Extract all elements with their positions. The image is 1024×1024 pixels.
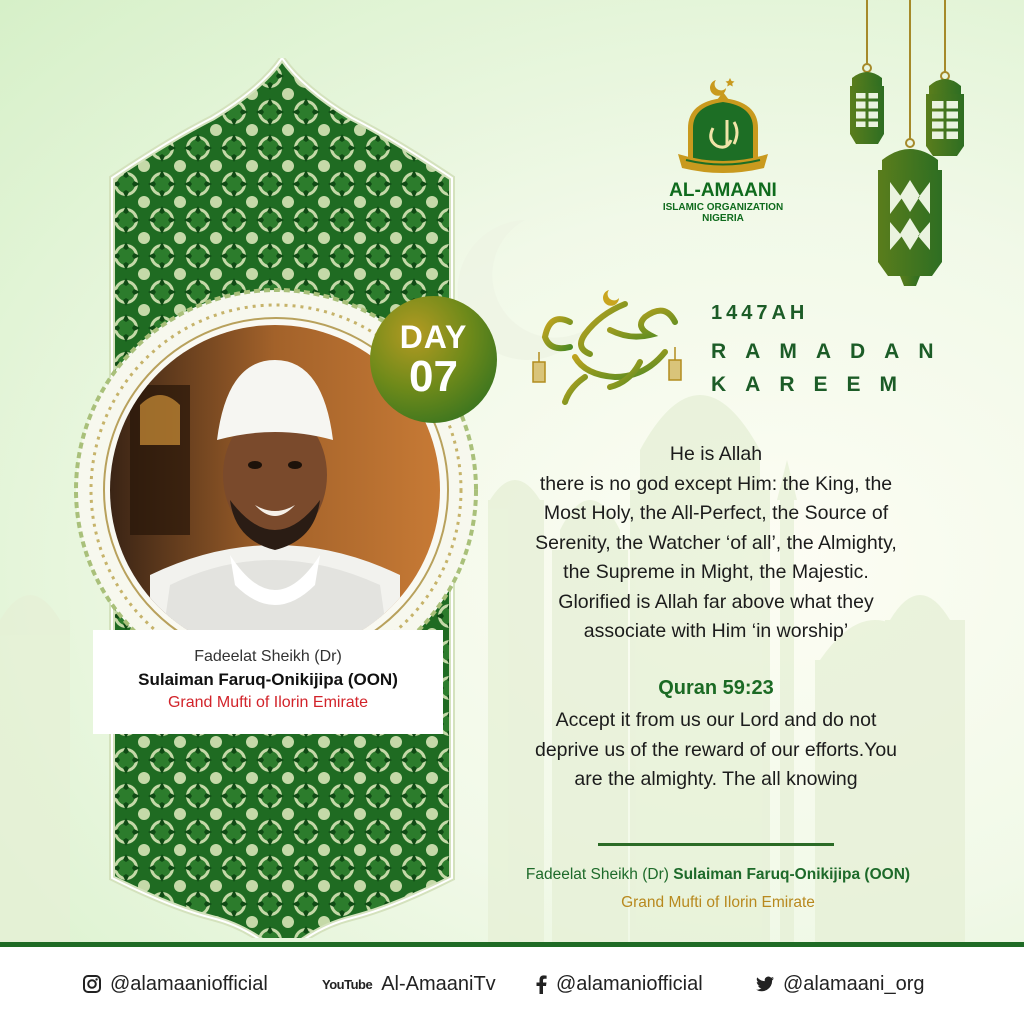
quran-verse xyxy=(500,440,932,647)
signature-role: Grand Mufti of Ilorin Emirate xyxy=(621,894,815,911)
twitter-icon xyxy=(756,976,774,992)
verse-line: He is Allah xyxy=(669,443,763,465)
hijri-year: 1447AH xyxy=(711,302,809,324)
prayer-line: deprive us of the reward of our efforts.You xyxy=(534,738,898,761)
instagram-text: @alamaaniofficial xyxy=(110,972,268,995)
verse-line: Serenity, the Watcher ‘of all’, the Almighty, xyxy=(535,531,897,554)
facebook-text: @alamaniofficial xyxy=(556,972,703,995)
youtube-logo-text: YouTube xyxy=(322,976,373,992)
facebook-handle[interactable] xyxy=(535,970,703,998)
ramadan-heading: RAMADAN xyxy=(711,340,953,363)
verse-reference: Quran 59:23 xyxy=(658,677,774,699)
ramadan-kareem-calligraphy-icon xyxy=(525,282,695,412)
day-number: 07 xyxy=(409,352,458,401)
twitter-text: @alamaani_org xyxy=(783,972,925,995)
twitter-handle[interactable] xyxy=(756,970,925,998)
divider xyxy=(598,843,834,846)
organization-name: AL-AMAANI xyxy=(669,180,777,201)
organization-country: NIGERIA xyxy=(702,213,744,224)
prayer-text xyxy=(500,706,932,795)
instagram-icon xyxy=(83,975,101,993)
speaker-role: Grand Mufti of Ilorin Emirate xyxy=(167,694,369,711)
mosque-emblem-icon xyxy=(664,72,782,180)
prayer-line: are the almighty. The all knowing xyxy=(574,768,858,790)
signature-title: Fadeelat Sheikh (Dr) xyxy=(525,866,669,883)
signature-line xyxy=(480,866,956,884)
instagram-handle[interactable] xyxy=(83,970,268,998)
day-badge xyxy=(370,296,497,423)
organization-subtitle: ISLAMIC ORGANIZATION xyxy=(662,202,784,213)
day-label: DAY xyxy=(399,319,468,355)
speaker-name-card xyxy=(93,630,443,734)
signature-name: Sulaiman Faruq-Onikijipa (OON) xyxy=(673,866,911,883)
organization-logo xyxy=(664,72,782,232)
verse-line: there is no god except Him: the King, the xyxy=(539,472,893,495)
verse-line: Most Holy, the All-Perfect, the Source of xyxy=(543,502,889,524)
verse-line: the Supreme in Might, the Majestic. xyxy=(563,561,869,583)
facebook-icon xyxy=(535,974,547,994)
hanging-lanterns-icon xyxy=(830,0,1024,300)
youtube-handle[interactable] xyxy=(322,970,496,998)
speaker-title: Fadeelat Sheikh (Dr) xyxy=(194,648,342,665)
speaker-name: Sulaiman Faruq-Onikijipa (OON) xyxy=(138,670,398,689)
verse-line: associate with Him ‘in worship’ xyxy=(583,620,849,642)
verse-line: Glorified is Allah far above what they xyxy=(558,590,874,613)
youtube-icon xyxy=(322,977,372,992)
kareem-heading: KAREEM xyxy=(711,373,917,396)
youtube-text: Al-AmaaniTv xyxy=(381,972,496,995)
prayer-line: Accept it from us our Lord and do not xyxy=(555,709,877,731)
